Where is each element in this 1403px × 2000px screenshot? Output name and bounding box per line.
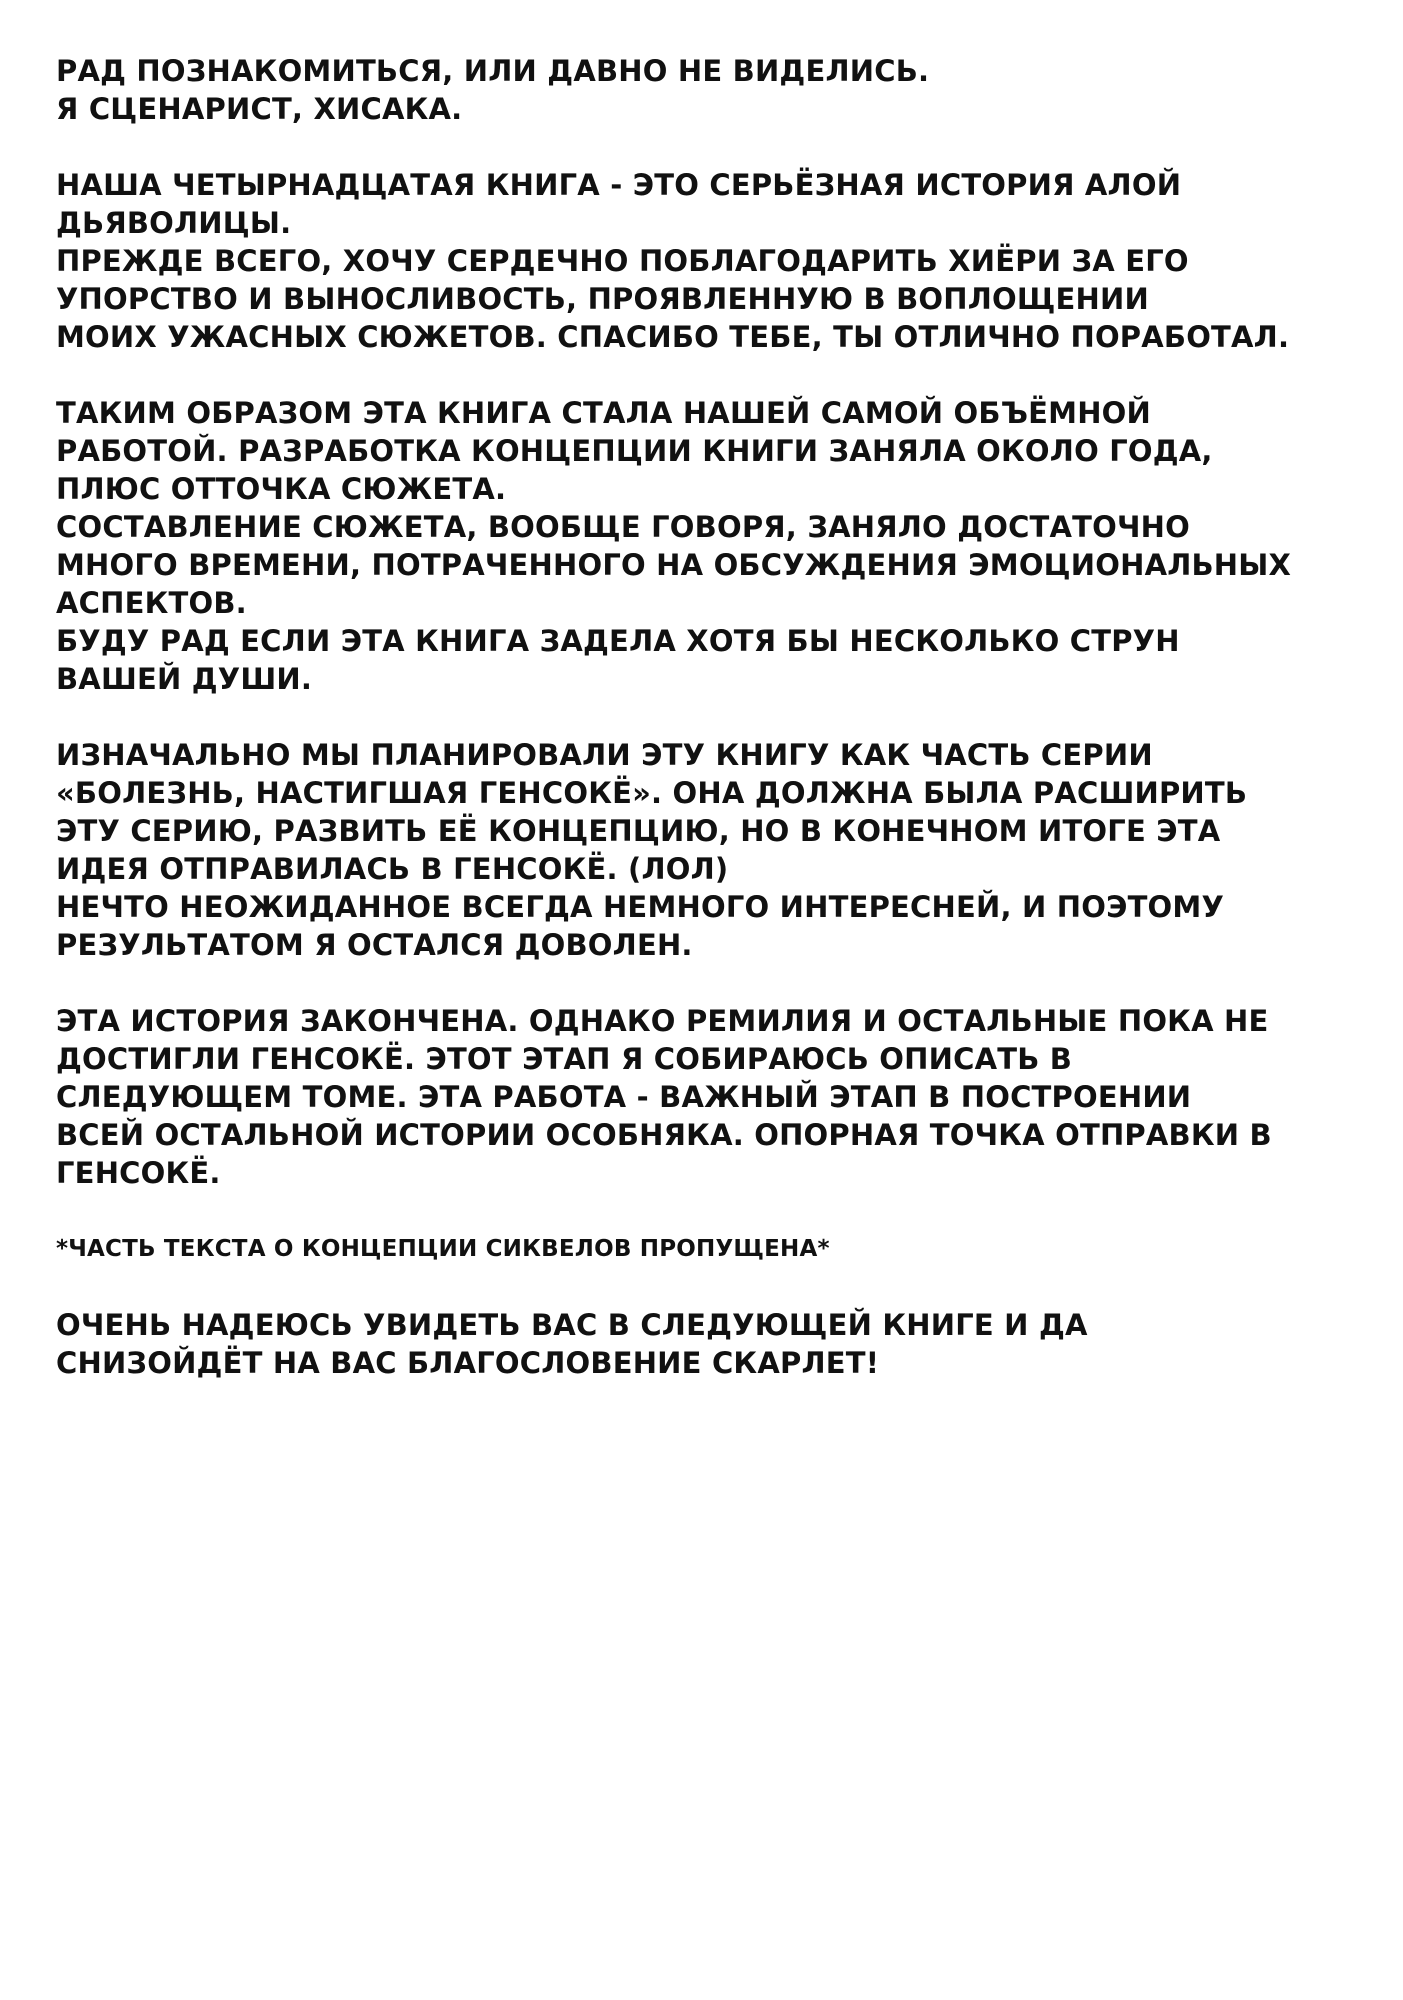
text-line: ОЧЕНЬ НАДЕЮСЬ УВИДЕТЬ ВАС В СЛЕДУЮЩЕЙ КНИГЕ И ДА: [56, 1308, 1088, 1342]
text-line: НЕЧТО НЕОЖИДАННОЕ ВСЕГДА НЕМНОГО ИНТЕРЕСНЕЙ, И ПОЭТОМУ: [56, 890, 1225, 924]
afterword-text: [56, 52, 1376, 1420]
text-line: НАША ЧЕТЫРНАДЦАТАЯ КНИГА - ЭТО СЕРЬЁЗНАЯ ИСТОРИЯ АЛОЙ: [56, 168, 1182, 202]
paragraph-thanks: [56, 166, 1376, 356]
text-line: РАД ПОЗНАКОМИТЬСЯ, ИЛИ ДАВНО НЕ ВИДЕЛИСЬ.: [56, 54, 930, 88]
paragraph-farewell: [56, 1306, 1376, 1382]
paragraph-series: [56, 736, 1376, 964]
text-line: АСПЕКТОВ.: [56, 586, 247, 620]
paragraph-story-end: [56, 1002, 1376, 1192]
text-line: ДОСТИГЛИ ГЕНСОКЁ. ЭТОТ ЭТАП Я СОБИРАЮСЬ ОПИСАТЬ В: [56, 1042, 1073, 1076]
text-line: РАБОТОЙ. РАЗРАБОТКА КОНЦЕПЦИИ КНИГИ ЗАНЯЛА ОКОЛО ГОДА,: [56, 434, 1213, 468]
text-line: СОСТАВЛЕНИЕ СЮЖЕТА, ВООБЩЕ ГОВОРЯ, ЗАНЯЛО ДОСТАТОЧНО: [56, 510, 1190, 544]
text-line: ВСЕЙ ОСТАЛЬНОЙ ИСТОРИИ ОСОБНЯКА. ОПОРНАЯ ТОЧКА ОТПРАВКИ В: [56, 1118, 1272, 1152]
text-line: ГЕНСОКЁ.: [56, 1156, 221, 1190]
paragraph-omission-note: [56, 1230, 1376, 1268]
text-line: СЛЕДУЮЩЕМ ТОМЕ. ЭТА РАБОТА - ВАЖНЫЙ ЭТАП В ПОСТРОЕНИИ: [56, 1080, 1192, 1114]
text-line: ЭТУ СЕРИЮ, РАЗВИТЬ ЕЁ КОНЦЕПЦИЮ, НО В КОНЕЧНОМ ИТОГЕ ЭТА: [56, 814, 1221, 848]
text-line: ПРЕЖДЕ ВСЕГО, ХОЧУ СЕРДЕЧНО ПОБЛАГОДАРИТЬ ХИЁРИ ЗА ЕГО: [56, 244, 1189, 278]
text-line: Я СЦЕНАРИСТ, ХИСАКА.: [56, 92, 463, 126]
paragraph-greeting: [56, 52, 1376, 128]
text-line: ЭТА ИСТОРИЯ ЗАКОНЧЕНА. ОДНАКО РЕМИЛИЯ И ОСТАЛЬНЫЕ ПОКА НЕ: [56, 1004, 1269, 1038]
text-line: МНОГО ВРЕМЕНИ, ПОТРАЧЕННОГО НА ОБСУЖДЕНИЯ ЭМОЦИОНАЛЬНЫХ: [56, 548, 1292, 582]
text-line: БУДУ РАД ЕСЛИ ЭТА КНИГА ЗАДЕЛА ХОТЯ БЫ НЕСКОЛЬКО СТРУН: [56, 624, 1180, 658]
text-line: ВАШЕЙ ДУШИ.: [56, 662, 313, 696]
text-line: ИДЕЯ ОТПРАВИЛАСЬ В ГЕНСОКЁ. (ЛОЛ): [56, 852, 729, 886]
text-line: «БОЛЕЗНЬ, НАСТИГШАЯ ГЕНСОКЁ». ОНА ДОЛЖНА БЫЛА РАСШИРИТЬ: [56, 776, 1248, 810]
text-line: МОИХ УЖАСНЫХ СЮЖЕТОВ. СПАСИБО ТЕБЕ, ТЫ ОТЛИЧНО ПОРАБОТАЛ.: [56, 320, 1290, 354]
text-line: ПЛЮС ОТТОЧКА СЮЖЕТА.: [56, 472, 507, 506]
text-line: СНИЗОЙДЁТ НА ВАС БЛАГОСЛОВЕНИЕ СКАРЛЕТ!: [56, 1346, 880, 1380]
text-line: ИЗНАЧАЛЬНО МЫ ПЛАНИРОВАЛИ ЭТУ КНИГУ КАК ЧАСТЬ СЕРИИ: [56, 738, 1153, 772]
text-line: УПОРСТВО И ВЫНОСЛИВОСТЬ, ПРОЯВЛЕННУЮ В ВОПЛОЩЕНИИ: [56, 282, 1149, 316]
paragraph-work: [56, 394, 1376, 698]
text-line: РЕЗУЛЬТАТОМ Я ОСТАЛСЯ ДОВОЛЕН.: [56, 928, 693, 962]
text-line: ТАКИМ ОБРАЗОМ ЭТА КНИГА СТАЛА НАШЕЙ САМОЙ ОБЪЁМНОЙ: [56, 396, 1152, 430]
text-line: *ЧАСТЬ ТЕКСТА О КОНЦЕПЦИИ СИКВЕЛОВ ПРОПУЩЕНА*: [56, 1236, 830, 1262]
text-line: ДЬЯВОЛИЦЫ.: [56, 206, 292, 240]
